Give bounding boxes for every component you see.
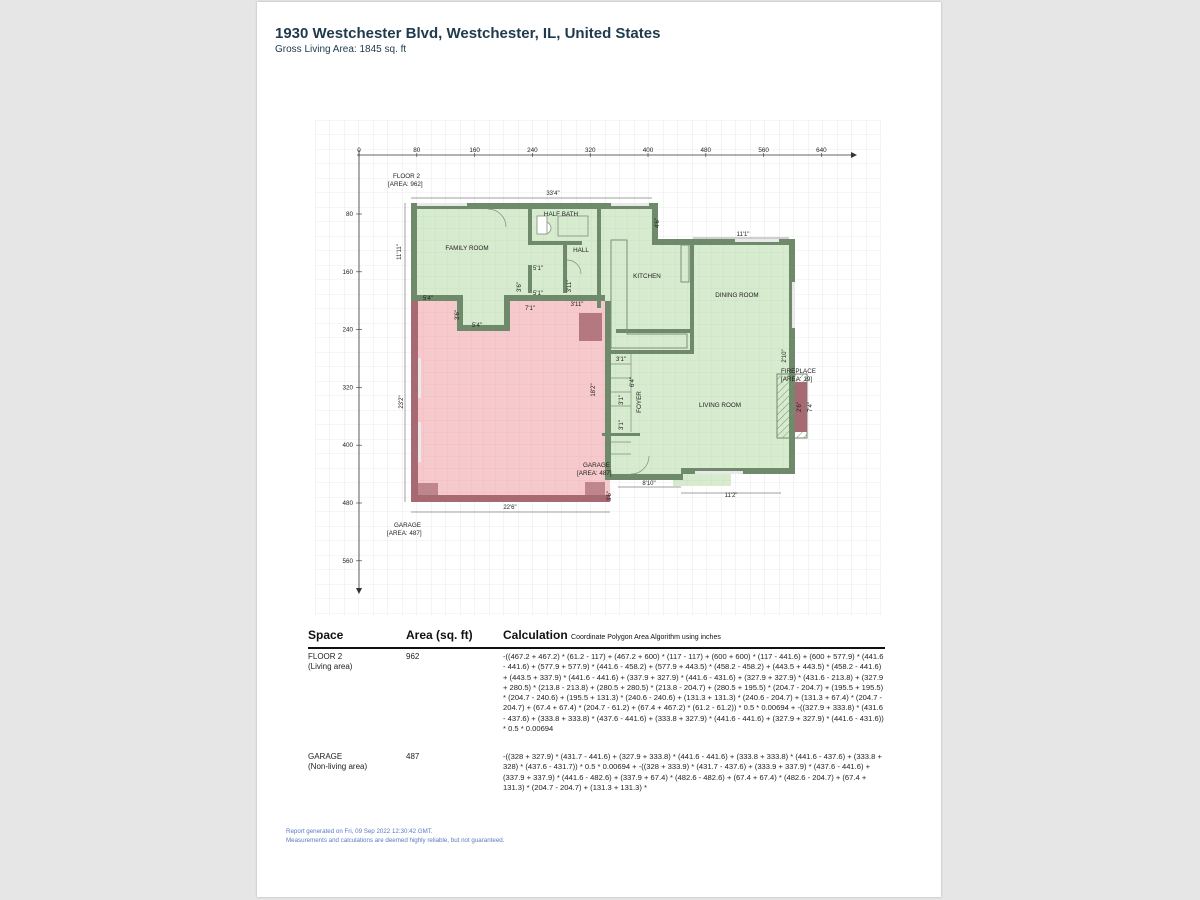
dim-hall-b: 5'1" (533, 291, 543, 297)
room-family-room: FAMILY ROOM (445, 245, 489, 252)
dim-hall-a: 5'1" (533, 266, 543, 272)
header-calc-label: Calculation (503, 628, 568, 642)
dim-left-step: 5'4" (423, 296, 433, 302)
garage-inner-label: GARAGE (583, 462, 610, 469)
dim-hall-h3: 3'11" (570, 302, 584, 308)
garage-area-label: [AREA: 487] (387, 530, 422, 537)
header-calculation (503, 628, 721, 642)
x-tick-label: 320 (584, 147, 596, 154)
header-area: Area (sq. ft) (406, 628, 473, 642)
y-tick-label: 160 (342, 268, 353, 276)
table-divider (308, 647, 885, 649)
dim-fire-v3: 2'6" (797, 402, 803, 412)
y-tick-label: 560 (342, 557, 353, 565)
row-garage-calculation: -((328 + 327.9) * (431.7 - 441.6) + (327.9 + 333.8) * (441.6 - 441.6) + (333.8 + 333.8) * (441.6 - 437.6) + (333.8 + 328) * (437.6 - 431.7)) * 0.5 * 0.00694 + -((328 + 333.9) * (431.7 - 437.6) + (333.9 + 337.9) * (437.6 - 441.6) + (337.9 + 337.9) * (441.6 - 482.6) + (337.9 + 67.4) * (482.6 - 482.6) + (67.4 + 67.4) * (482.6 - 204.7) + (67.4 + 131.3) * (204.7 - 204.7) + (131.3 + 131.3) * (503, 752, 882, 792)
gross-living-area: Gross Living Area: 1845 sq. ft (275, 44, 407, 55)
dim-foyer-v3: 3'1" (619, 420, 625, 430)
dim-bottom-mid: 8'10" (642, 481, 656, 487)
dim-fire-v1: 2'10" (782, 349, 788, 363)
x-tick-label: 640 (816, 147, 827, 154)
room-half-bath: HALF BATH (543, 211, 579, 218)
dim-foyer-w: 3'1" (616, 357, 626, 363)
space-type: (Living area) (308, 662, 353, 672)
dim-foyer-v2: 3'1" (619, 395, 625, 405)
room-hall: HALL (573, 247, 589, 254)
dim-notch-v: 3'6" (455, 310, 461, 320)
dim-foyer-v1: 6'4" (630, 377, 636, 387)
dim-hall-v2: 3'11" (567, 279, 573, 293)
footer-disclaimer: Measurements and calculations are deemed highly reliable, but not guaranteed. (286, 837, 505, 844)
garage-inner-area-label: [AREA: 487] (577, 470, 612, 477)
dim-fire-v2: 7'4" (808, 402, 814, 412)
space-name: FLOOR 2 (308, 652, 343, 661)
dim-notch-h: 5'4" (472, 323, 482, 329)
floor-2-label: FLOOR 2 (393, 173, 420, 180)
y-tick-label: 320 (342, 384, 353, 392)
dim-garage-inner-v: 18'2" (591, 383, 597, 397)
x-tick-label: 160 (469, 147, 480, 154)
dim-bottom-right: 11'2" (724, 493, 738, 499)
x-tick-label: 0 (357, 147, 361, 154)
x-tick-label: 560 (758, 147, 769, 154)
fireplace-area-label: [AREA: 19] (781, 376, 813, 383)
dim-garage-height: 23'2" (399, 395, 405, 409)
floor-2-area-label: [AREA: 962] (388, 181, 423, 188)
space-name: GARAGE (308, 752, 343, 761)
y-tick-label: 80 (345, 211, 353, 218)
room-living-room: LIVING ROOM (699, 402, 741, 409)
x-tick-label: 80 (413, 147, 421, 154)
dim-dining-width: 11'1" (736, 232, 750, 238)
dim-top-width: 33'4" (546, 191, 560, 197)
row-floor2-calculation: -((467.2 + 467.2) * (61.2 - 117) + (467.2 + 600) * (117 - 117) + (600 + 600) * (117 - 441.6) + (600 + 577.9) * (441.6 - 441.6) + (577.9 + 577.9) * (441.6 - 458.2) + (577.9 + 443.5) * (458.2 - 458.2) + (443.5 + 443.5) * (458.2 - 441.6) + (443.5 + 337.9) * (441.6 - 441.6) + (337.9 + 327.9) * (441.6 - 431.6) + (327.9 + 327.9) * (431.6 - 213.8) + (327.9 + 280.5) * (213.8 - 213.8) + (280.5 + 280.5) * (213.8 - 204.7) + (280.5 + 195.5) * (204.7 - 204.7) + (195.5 + 195.5) * (204.7 - 240.6) + (195.5 + 131.3) * (240.6 - 240.6) + (131.3 + 131.3) * (240.6 - 204.7) + (131.3 + 67.4) * (204.7 - 204.7) + (67.4 + 67.4) * (204.7 - 61.2) + (67.4 + 467.2) * (61.2 - 61.2)) * 0.5 * 0.00694 + -((327.9 + 333.8) * (431.6 - 437.6) + (333.8 + 333.8) * (437.6 - 441.6) + (333.8 + 327.9) * (441.6 - 441.6) + (327.9 + 327.9) * (441.6 - 431.6)) * 0.5 * 0.00694 (503, 652, 884, 734)
dim-hall-v1: 3'6" (517, 282, 523, 292)
space-type: (Non-living area) (308, 762, 368, 772)
room-kitchen: KITCHEN (633, 273, 661, 280)
x-tick-label: 240 (527, 147, 538, 154)
room-dining-room: DINING ROOM (715, 292, 759, 299)
header-calc-note: Coordinate Polygon Area Algorithm using inches (571, 634, 721, 641)
fireplace-label: FIREPLACE (781, 368, 816, 375)
garage-label: GARAGE (394, 522, 421, 529)
dim-left-height: 11'11" (397, 244, 403, 260)
floor-plan (315, 120, 881, 620)
x-tick-label: 480 (700, 147, 712, 154)
y-tick-label: 400 (342, 442, 353, 450)
dim-kitchen-v: 4'6" (655, 218, 661, 228)
row-garage-area: 487 (406, 752, 420, 761)
y-tick-label: 480 (342, 500, 353, 507)
footer-generated: Report generated on Fri, 09 Sep 2022 12:30:42 GMT. (286, 828, 433, 835)
dim-garage-right-v: 3'6" (607, 491, 613, 501)
report-page (257, 2, 941, 897)
room-foyer: FOYER (636, 391, 643, 413)
row-garage-space (308, 752, 367, 773)
dim-garage-width: 22'6" (503, 505, 517, 511)
report-title: 1930 Westchester Blvd, Westchester, IL, United States (275, 25, 661, 42)
y-tick-label: 240 (342, 326, 353, 334)
row-floor2-area: 962 (406, 652, 420, 661)
header-space: Space (308, 628, 344, 642)
x-tick-label: 400 (642, 147, 654, 154)
dim-garage-top: 7'1" (525, 306, 535, 312)
row-floor2-space (308, 652, 352, 673)
